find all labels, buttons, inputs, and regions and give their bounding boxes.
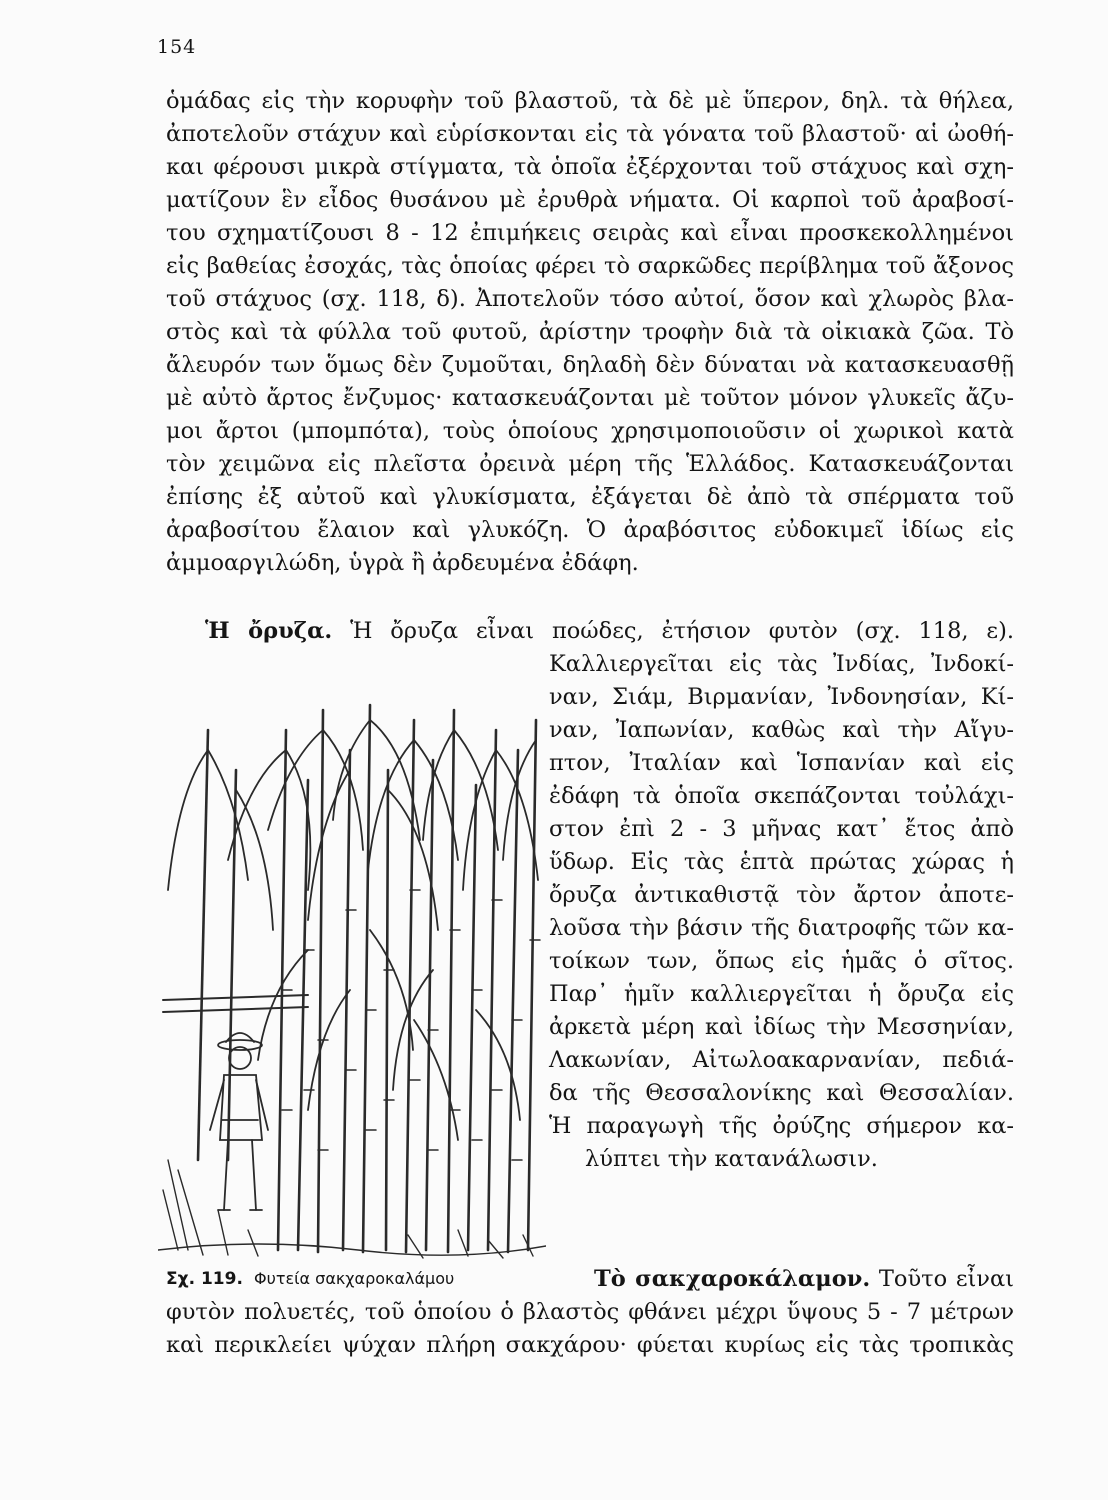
sugarcane-intro: Τοῦτο εἶναι xyxy=(878,1266,1014,1292)
sugarcane-heading: Τὸ σακχαροκάλαμον. xyxy=(594,1266,871,1292)
text-line: στὸς καὶ τὰ φύλλα τοῦ φυτοῦ, ἀρίστην τροφὴν διὰ τὰ οἰκιακὰ ζῶα. Τὸ xyxy=(166,319,1014,345)
text-line: τοίκων των, ὅπως εἰς ἡμᾶς ὁ σῖτος. xyxy=(549,948,1014,974)
text-line: Παρ᾽ ἡμῖν καλλιεργεῖται ἡ ὄρυζα εἰς xyxy=(549,981,1014,1007)
text-line: του σχηματίζουσι 8 - 12 ἐπιμήκεις σειρὰς καὶ εἶναι προσκεκολλημένοι xyxy=(166,220,1014,246)
text-line: ὄρυζα ἀντικαθιστᾷ τὸν ἄρτον ἀποτε- xyxy=(549,882,1014,908)
text-line: τοῦ στάχυος (σχ. 118, δ). Ἀποτελοῦν τόσο αὐτοί, ὅσον καὶ χλωρὸς βλα- xyxy=(166,286,1014,312)
text-line: μὲ αὐτὸ ἄρτος ἔνζυμος· κατασκευάζονται μὲ τοῦτον μόνον γλυκεῖς ἄζυ- xyxy=(166,385,1014,411)
text-line: ματίζουν ἓν εἶδος θυσάνου μὲ ἐρυθρὰ νήματα. Οἱ καρποὶ τοῦ ἀραβοσί- xyxy=(166,187,1014,213)
text-line: ναν, Σιάμ, Βιρμανίαν, Ἰνδονησίαν, Κί- xyxy=(549,684,1014,710)
text-line: Λακωνίαν, Αἰτωλοακαρνανίαν, πεδιά- xyxy=(549,1047,1014,1073)
sugarcane-illustration xyxy=(158,690,546,1262)
text-line: Καλλιεργεῖται εἰς τὰς Ἰνδίας, Ἰνδοκί- xyxy=(549,651,1014,677)
text-line: φυτὸν πολυετές, τοῦ ὁποίου ὁ βλαστὸς φθάνει μέχρι ὕψους 5 - 7 μέτρων xyxy=(166,1299,1014,1325)
text-line: στον ἐπὶ 2 - 3 μῆνας κατ᾽ ἔτος ἀπὸ xyxy=(549,816,1014,842)
text-line: ἀρκετὰ μέρη καὶ ἰδίως τὴν Μεσσηνίαν, xyxy=(549,1014,1014,1040)
text-line: και φέρουσι μικρὰ στίγματα, τὰ ὁποῖα ἐξέρχονται τοῦ στάχυος καὶ σχη- xyxy=(166,154,1014,180)
text-line: μοι ἄρτοι (μπομπότα), τοὺς ὁποίους χρησιμοποιοῦσιν οἱ χωρικοὶ κατὰ xyxy=(166,418,1014,444)
text-line: εἰς βαθείας ἐσοχάς, τὰς ὁποίας φέρει τὸ σαρκῶδες περίβλημα τοῦ ἄξονος xyxy=(166,253,1014,279)
figure-caption-text: Φυτεία σακχαροκαλάμου xyxy=(254,1269,455,1288)
text-line: πτον, Ἰταλίαν καὶ Ἱσπανίαν καὶ εἰς xyxy=(549,750,1014,776)
figure-caption xyxy=(166,1267,454,1291)
text-line: ἐδάφη τὰ ὁποῖα σκεπάζονται τοὐλάχι- xyxy=(549,783,1014,809)
text-line: ὕδωρ. Εἰς τὰς ἑπτὰ πρώτας χώρας ἡ xyxy=(549,849,1014,875)
text-line: λύπτει τὴν κατανάλωσιν. xyxy=(585,1146,878,1172)
rice-heading: Ἡ ὄρυζα. xyxy=(205,618,333,644)
page-number: 154 xyxy=(157,36,197,58)
text-line: δα τῆς Θεσσαλονίκης καὶ Θεσσαλίαν. xyxy=(549,1080,1014,1106)
text-line: Ἡ παραγωγὴ τῆς ὀρύζης σήμερον κα- xyxy=(549,1113,1014,1139)
sugarcane-first-line xyxy=(594,1264,1014,1294)
text-line: ὁμάδας εἰς τὴν κορυφὴν τοῦ βλαστοῦ, τὰ δὲ μὲ ὕπερον, δηλ. τὰ θήλεα, xyxy=(166,88,1014,114)
text-line: ἀμμοαργιλώδη, ὑγρὰ ἢ ἀρδευμένα ἐδάφη. xyxy=(166,550,639,576)
text-line: ἄλευρόν των ὅμως δὲν ζυμοῦται, δηλαδὴ δὲν δύναται νὰ κατασκευασθῇ xyxy=(166,352,1014,378)
text-line: τὸν χειμῶνα εἰς πλεῖστα ὀρεινὰ μέρη τῆς Ἑλλάδος. Κατασκευάζονται xyxy=(166,451,1014,477)
text-line: ἐπίσης ἐξ αὐτοῦ καὶ γλυκίσματα, ἐξάγεται δὲ ἀπὸ τὰ σπέρματα τοῦ xyxy=(166,484,1014,510)
text-line: ἀποτελοῦν στάχυν καὶ εὑρίσκονται εἰς τὰ γόνατα τοῦ βλαστοῦ· αἱ ὠοθή- xyxy=(166,121,1014,147)
rice-first-line xyxy=(205,616,1014,646)
text-line: καὶ περικλείει ψύχαν πλήρη σακχάρου· φύεται κυρίως εἰς τὰς τροπικὰς xyxy=(166,1332,1014,1358)
text-line: λοῦσα τὴν βάσιν τῆς διατροφῆς τῶν κα- xyxy=(549,915,1014,941)
text-line: ναν, Ἰαπωνίαν, καθὼς καὶ τὴν Αἴγυ- xyxy=(549,717,1014,743)
text-line: ἀραβοσίτου ἔλαιον καὶ γλυκόζη. Ὁ ἀραβόσιτος εὐδοκιμεῖ ἰδίως εἰς xyxy=(166,517,1014,543)
figure-label: Σχ. 119. xyxy=(166,1269,243,1289)
rice-intro: Ἡ ὄρυζα εἶναι ποώδες, ἐτήσιον φυτὸν (σχ. 118, ε). xyxy=(350,618,1014,644)
